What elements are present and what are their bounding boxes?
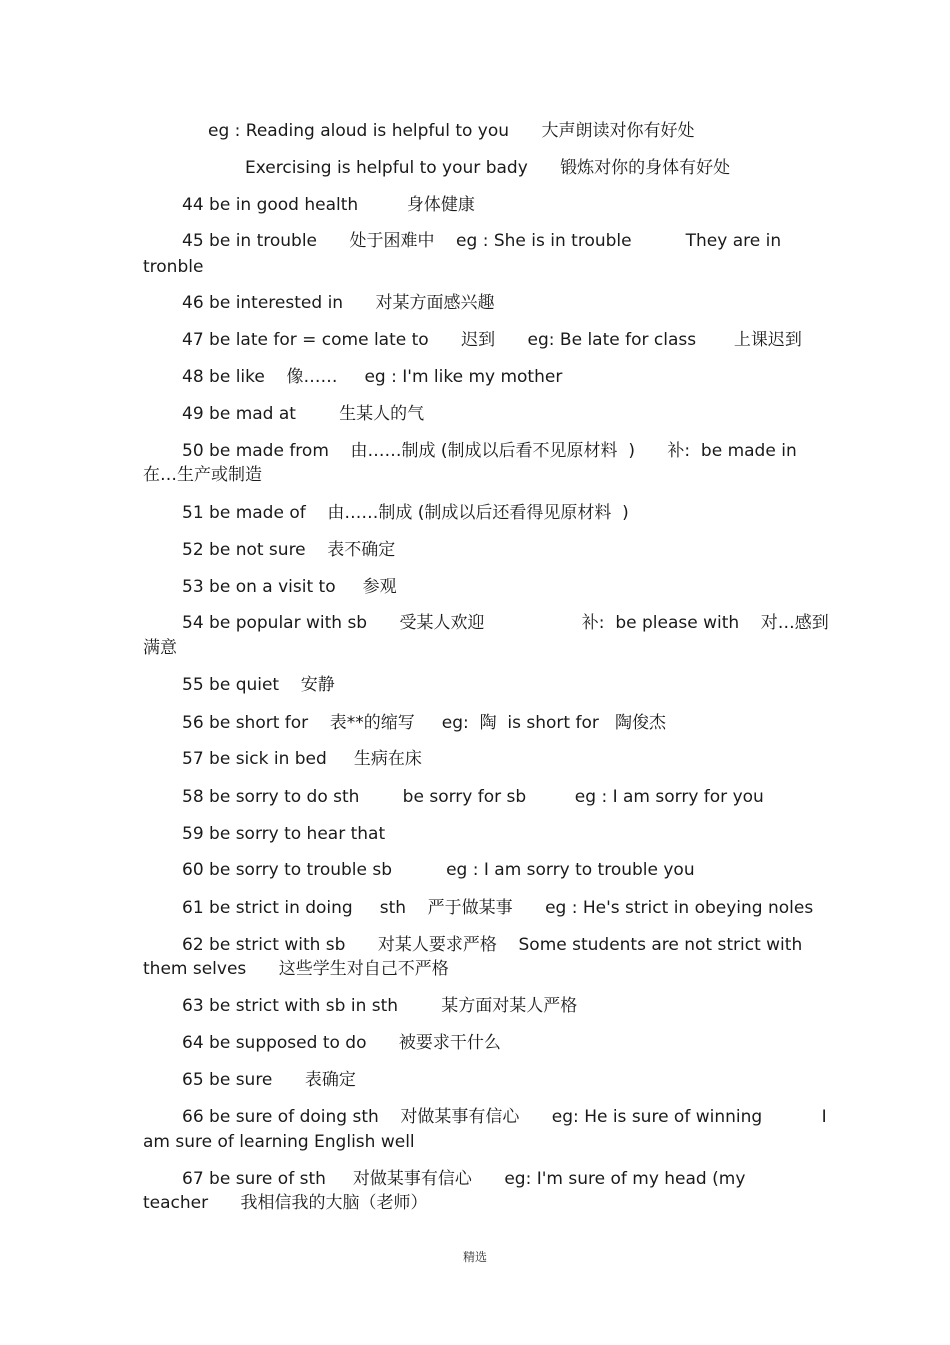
entry-51: 51 be made of 由……制成 (制成以后还看得见原材料 ) xyxy=(182,503,629,523)
text-line: Exercising is helpful to your bady 锻炼对你的身体有好处 xyxy=(245,158,731,178)
entry-54: 54 be popular with sb 受某人欢迎 补: be please with 对…感到 xyxy=(182,613,829,633)
entry-46: 46 be interested in 对某方面感兴趣 xyxy=(182,293,495,313)
entry-63: 63 be strict with sb in sth 某方面对某人严格 xyxy=(182,996,578,1016)
entry-44: 44 be in good health 身体健康 xyxy=(182,195,475,215)
entry-57: 57 be sick in bed 生病在床 xyxy=(182,749,422,769)
entry-60: 60 be sorry to trouble sb eg : I am sorry to trouble you xyxy=(182,860,695,880)
entry-62: 62 be strict with sb 对某人要求严格 Some students are not strict with xyxy=(182,935,803,955)
entry-52: 52 be not sure 表不确定 xyxy=(182,540,396,560)
text-line: eg : Reading aloud is helpful to you 大声朗读对你有好处 xyxy=(208,121,695,141)
entry-67: 67 be sure of sth 对做某事有信心 eg: I'm sure of my head (my xyxy=(182,1169,746,1189)
page-footer: 精选 xyxy=(462,1250,487,1264)
entry-56: 56 be short for 表**的缩写 eg: 陶 is short for 陶俊杰 xyxy=(182,713,667,733)
entry-48: 48 be like 像…… eg : I'm like my mother xyxy=(182,367,563,387)
entry-62-cont: them selves 这些学生对自己不严格 xyxy=(143,959,449,979)
entry-61: 61 be strict in doing sth 严于做某事 eg : He's strict in obeying noles xyxy=(182,898,814,918)
entry-45: 45 be in trouble 处于困难中 eg : She is in trouble They are in xyxy=(182,231,782,251)
entry-53: 53 be on a visit to 参观 xyxy=(182,577,397,597)
entry-64: 64 be supposed to do 被要求干什么 xyxy=(182,1033,501,1053)
entry-66: 66 be sure of doing sth 对做某事有信心 eg: He is sure of winning I xyxy=(182,1107,827,1127)
entry-54-cont: 满意 xyxy=(143,638,177,658)
entry-47: 47 be late for = come late to 迟到 eg: Be late for class 上课迟到 xyxy=(182,330,802,350)
entry-45-cont: tronble xyxy=(143,257,204,277)
entry-59: 59 be sorry to hear that xyxy=(182,824,386,844)
entry-66-cont: am sure of learning English well xyxy=(143,1132,415,1152)
entry-55: 55 be quiet 安静 xyxy=(182,675,335,695)
entry-58: 58 be sorry to do sth be sorry for sb eg : I am sorry for you xyxy=(182,787,764,807)
entry-65: 65 be sure 表确定 xyxy=(182,1070,356,1090)
entry-50-cont: 在…生产或制造 xyxy=(143,465,262,485)
entry-50: 50 be made from 由……制成 (制成以后看不见原材料 ) 补: be made in xyxy=(182,441,797,461)
entry-67-cont: teacher 我相信我的大脑（老师） xyxy=(143,1193,428,1213)
entry-49: 49 be mad at 生某人的气 xyxy=(182,404,425,424)
